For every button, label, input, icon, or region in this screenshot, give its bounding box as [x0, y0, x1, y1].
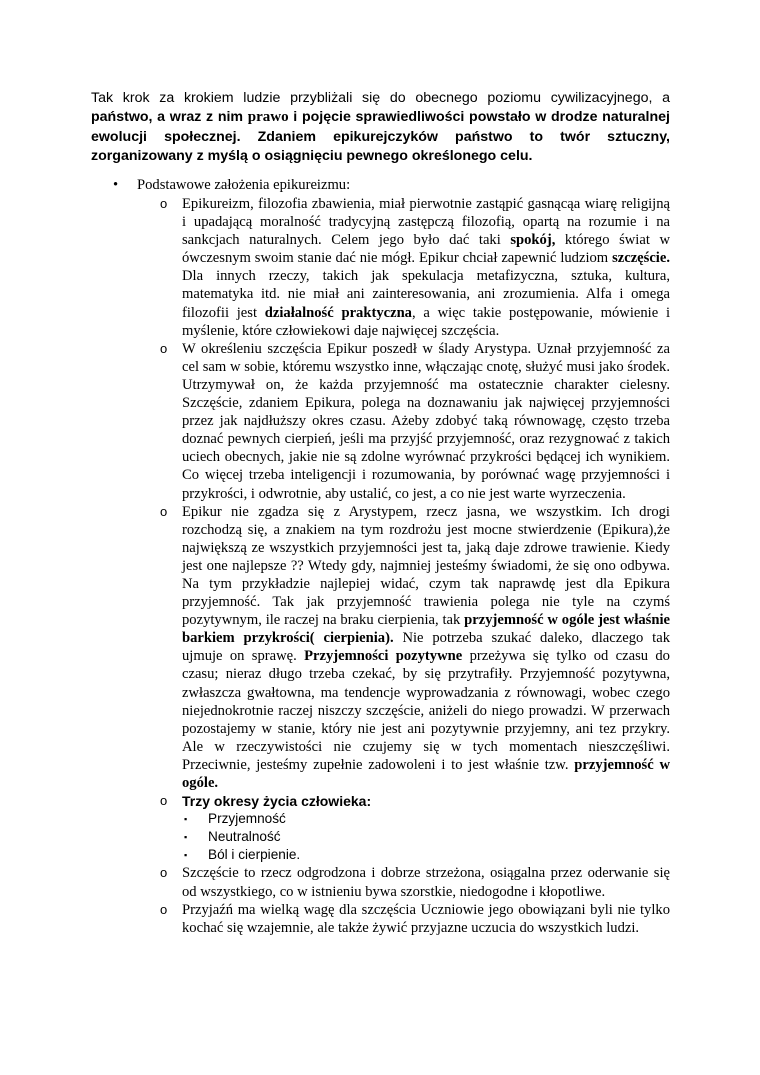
- list-item-epikureizm: [160, 195, 670, 340]
- list-item-odgrodzona: [160, 864, 670, 900]
- list-item-text: Epikur nie zgadza się z Arystypem, rzecz jasna, we wszystkim. Ich drogi rozchodzą się, a znakiem na tym rozdrożu jest mocne stwierdzenie (Epikura),że największą ze wszystkich przyjemności jest ta, jaką daje zdrowe trawienie. Kiedy jest one najlepsze ?? Wtedy gdy, najmniej jesteśmy świadomi, że się ono odbywa. Na tym przykładzie najlepiej widać, czym tak naprawdę jest dla Epikura przyjemność. Tak jak przyjemność trawienia polega nie tyle na czymś pozytywnym, ile raczej na braku cierpienia, tak przyjemność w ogóle jest właśnie barkiem przykrości( cierpienia). Nie potrzeba szukać daleko, dlaczego tak ujmuje on sprawę. Przyjemności pozytywne przeżywa się tylko od czasu do czasu; nieraz długo trzeba czekać, by się przytrafiły. Przyjemność pozytywna, zwłaszcza gwałtowna, ma tendencje wyprowadzania z równowagi, wobec czego niejednokrotnie raczej niszczy szczęście, aniżeli do niego prowadzi. W przerwach pozostajemy w stanie, który nie jest ani pozytywnie przyjemny, ani tez przykry. Ale w rzeczywistości nie czujemy się w tych momentach nieszczęśliwi. Przeciwnie, jesteśmy zupełnie zadowoleni i to jest właśnie tzw. przyjemność w ogóle.: [182, 503, 670, 791]
- list-item-przyjazn: [160, 901, 670, 937]
- list-item-szczescie: [160, 340, 670, 503]
- main-bullet: [113, 176, 350, 194]
- intro-bold-state: państwo, a wraz z nim: [91, 109, 248, 126]
- circle-marker: o: [160, 901, 168, 917]
- list-item-text: Epikureizm, filozofia zbawienia, miał pierwotnie zastąpić gasnącąa wiarę religijną i upadającą moralność tradycyjną zastępczą filozofią, opartą na rozumie i na sankcjach naturalnych. Celem jego było dać taki spokój, którego świat w ówczesnym swoim stanie dać nie mógł. Epikur chciał zapewnić ludziom szczęście. Dla innych rzeczy, takich jak spekulacja metafizyczna, sztuka, kultura, matematyka itd. nie miał ani zainteresowania, ani zrozumienia. Alfa i omega filozofii jest działalność praktyczna, a więc takie postępowanie, mówienie i myślenie, które człowiekowi daje najwięcej szczęścia.: [182, 196, 670, 339]
- intro-bold-rest: i pojęcie sprawiedliwości powstało w drodze naturalnej ewolucji społecznej. Zdaniem epikurejczyków państwo to twór sztuczny, zorganizowany z myślą o osiągnięciu pewnego określonego celu.: [91, 109, 670, 165]
- okresy-sublist: [160, 810, 670, 864]
- list-item-text: W określeniu szczęścia Epikur poszedł w ślady Arystypa. Uznał przyjemność za cel sam w sobie, któremu wszystko inne, włączając cnotę, służyć musi jako środek. Utrzymywał on, że każda przyjemność ma ostatecznie charakter cielesny. Szczęście, zdaniem Epikura, polega na doznawaniu jak najwięcej przyjemności przez jak najdłuższy okres czasu. Ażeby zdobyć taką równowagę, często trzeba doznać pewnych cierpień, jeśli ma przyjść przyjemność, oraz rezygnować z takich uciech obecnych, jakie nie są zdolne wyrównać przykrości będącej ich wynikiem. Co więcej trzeba inteligencji i rozumowania, by porównać wagę przyjemności i przykrości, i odwrotnie, aby ustalić, co jest, a co nie jest warte wyrzeczenia.: [182, 340, 670, 502]
- circle-marker: o: [160, 503, 168, 519]
- sublist-item: ▪ Ból i cierpienie.: [160, 846, 670, 864]
- circle-marker: o: [160, 196, 168, 211]
- circle-marker: o: [160, 865, 168, 881]
- intro-bold-law: prawo: [247, 109, 289, 126]
- sublist-item: ▪ Przyjemność: [160, 810, 670, 828]
- square-marker: ▪: [184, 814, 188, 825]
- circle-marker: o: [160, 340, 168, 356]
- list-item-text: Szczęście to rzecz odgrodzona i dobrze strzeżona, osiągalna przez oderwanie się od wszystkiego, co w istnieniu bywa szorstkie, niedogodne i kłopotliwe.: [182, 865, 670, 900]
- main-bullet-heading: Podstawowe założenia epikureizmu:: [137, 177, 351, 193]
- list-item-okresy: [160, 792, 670, 810]
- list-item-text: Przyjaźń ma wielką wagę dla szczęścia Uczniowie jego obowiązani byli nie tylko kochać się wzajemnie, ale także żywić przyjazne uczucia do wszystkich ludzi.: [182, 901, 670, 936]
- intro-paragraph: [91, 89, 670, 167]
- square-marker: ▪: [184, 832, 188, 843]
- list-item-arystyp: [160, 503, 670, 793]
- sub-bullet-list: [160, 195, 670, 937]
- square-marker: ▪: [184, 850, 188, 861]
- list-item-title: Trzy okresy życia człowieka:: [182, 793, 372, 810]
- bullet-marker: •: [113, 177, 119, 193]
- sublist-item: ▪ Neutralność: [160, 828, 670, 846]
- intro-text: Tak krok za krokiem ludzie przybliżali się do obecnego poziomu cywilizacyjnego, a: [91, 90, 670, 106]
- circle-marker: o: [160, 793, 168, 809]
